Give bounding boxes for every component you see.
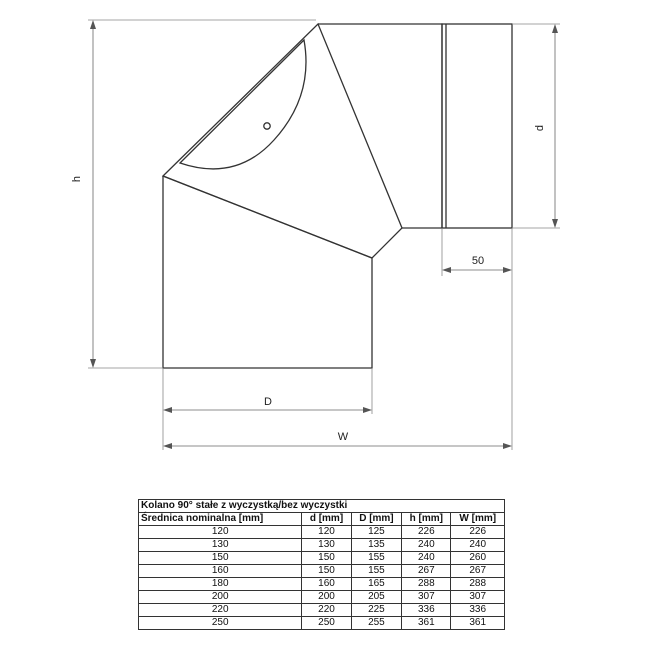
- table-row: [139, 565, 505, 578]
- table-title: Kolano 90° stałe z wyczystką/bez wyczystki: [139, 500, 505, 513]
- cell-D: 165: [351, 578, 402, 591]
- cell-d: 120: [302, 526, 351, 539]
- elbow-outline: [163, 24, 512, 368]
- table-title-row: [139, 500, 505, 513]
- cell-D: 125: [351, 526, 402, 539]
- cell-W: 260: [451, 552, 505, 565]
- cell-nominal: 200: [139, 591, 302, 604]
- dimension-d: [512, 24, 560, 228]
- table-row: [139, 539, 505, 552]
- cell-nominal: 130: [139, 539, 302, 552]
- cell-W: 240: [451, 539, 505, 552]
- dimension-50: [442, 228, 512, 450]
- dimension-W: [163, 431, 512, 449]
- cell-W: 267: [451, 565, 505, 578]
- cell-d: 150: [302, 565, 351, 578]
- cell-W: 226: [451, 526, 505, 539]
- col-header-h: h [mm]: [402, 513, 451, 526]
- cell-d: 130: [302, 539, 351, 552]
- table-row: [139, 604, 505, 617]
- cell-h: 361: [402, 617, 451, 630]
- cell-h: 240: [402, 539, 451, 552]
- label-h: h: [71, 175, 83, 183]
- cell-d: 220: [302, 604, 351, 617]
- label-50: 50: [471, 255, 485, 267]
- cleanout-cover: [180, 40, 306, 169]
- cell-h: 226: [402, 526, 451, 539]
- cell-d: 160: [302, 578, 351, 591]
- dimension-h: [71, 20, 316, 368]
- cell-D: 205: [351, 591, 402, 604]
- cell-nominal: 160: [139, 565, 302, 578]
- cell-W: 336: [451, 604, 505, 617]
- cell-nominal: 120: [139, 526, 302, 539]
- cell-D: 225: [351, 604, 402, 617]
- col-header-D: D [mm]: [351, 513, 402, 526]
- cell-nominal: 150: [139, 552, 302, 565]
- label-W: W: [337, 431, 349, 443]
- table-header-row: [139, 513, 505, 526]
- table-row: [139, 552, 505, 565]
- cell-D: 135: [351, 539, 402, 552]
- cell-D: 155: [351, 552, 402, 565]
- label-d: d: [534, 124, 546, 132]
- cell-W: 288: [451, 578, 505, 591]
- col-header-d: d [mm]: [302, 513, 351, 526]
- table-row: [139, 526, 505, 539]
- cell-h: 267: [402, 565, 451, 578]
- cell-nominal: 220: [139, 604, 302, 617]
- label-D: D: [264, 396, 272, 408]
- col-header-W: W [mm]: [451, 513, 505, 526]
- col-header-nominal-diameter: Średnica nominalna [mm]: [139, 513, 302, 526]
- cell-h: 307: [402, 591, 451, 604]
- cell-W: 361: [451, 617, 505, 630]
- cell-D: 155: [351, 565, 402, 578]
- spec-table: [138, 499, 505, 630]
- cell-W: 307: [451, 591, 505, 604]
- cell-d: 250: [302, 617, 351, 630]
- cell-h: 240: [402, 552, 451, 565]
- table-row: [139, 591, 505, 604]
- cell-nominal: 250: [139, 617, 302, 630]
- table-row: [139, 617, 505, 630]
- cell-d: 200: [302, 591, 351, 604]
- cell-D: 255: [351, 617, 402, 630]
- cell-d: 150: [302, 552, 351, 565]
- cell-h: 336: [402, 604, 451, 617]
- cell-nominal: 180: [139, 578, 302, 591]
- cell-h: 288: [402, 578, 451, 591]
- table-row: [139, 578, 505, 591]
